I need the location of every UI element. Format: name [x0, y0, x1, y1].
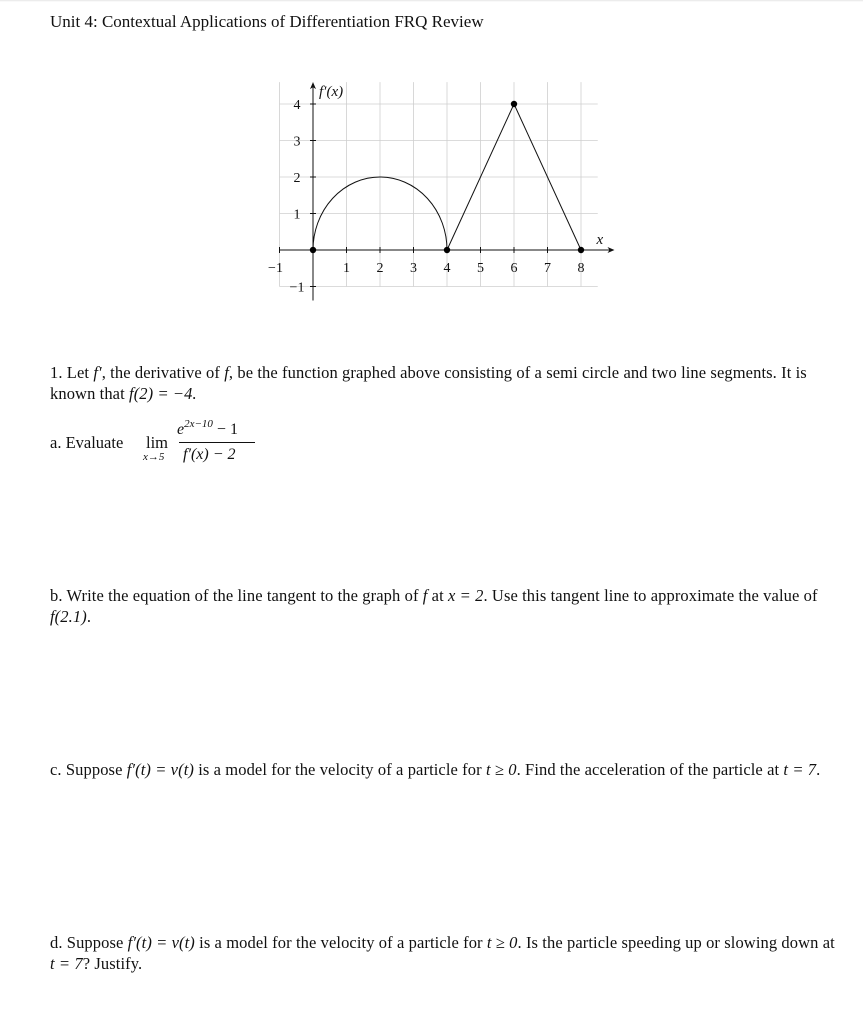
- x-tick-label: 1: [343, 261, 350, 276]
- x-tick-label: −1: [268, 261, 283, 276]
- data-point: [444, 247, 450, 253]
- derivative-graph: [255, 66, 635, 316]
- y-tick-label: 2: [293, 171, 301, 186]
- lim-word: lim: [146, 433, 169, 452]
- part-b: b. Write the equation of the line tangent to the graph of f at x = 2. Use this tangent line to approximate the value of f(2.1).: [50, 586, 818, 626]
- top-rule: [0, 0, 863, 2]
- x-tick-label: 8: [577, 261, 585, 276]
- part-c: c. Suppose f′(t) = v(t) is a model for the velocity of a particle for t ≥ 0. Find the acceleration of the particle at t = 7.: [50, 760, 821, 779]
- fraction-bar: [179, 442, 255, 443]
- part-a-label: a. Evaluate: [50, 433, 124, 452]
- x-tick-label: 6: [510, 261, 518, 276]
- x-tick-label: 3: [410, 261, 417, 276]
- data-point: [578, 247, 584, 253]
- y-tick-label: −1: [289, 280, 305, 296]
- data-point: [310, 247, 316, 253]
- part-d: d. Suppose f′(t) = v(t) is a model for the velocity of a particle for t ≥ 0. Is the particle speeding up or slowing down at t = 7? Justify.: [50, 933, 835, 973]
- x-axis-label: x: [596, 232, 604, 248]
- y-axis-label: f′(x): [319, 84, 344, 101]
- problem-intro: 1. Let f′, the derivative of f, be the function graphed above consisting of a semi circle and two line segments. It is known that f(2) = −4.: [50, 363, 807, 403]
- x-tick-label: 2: [376, 261, 384, 276]
- x-tick-label: 5: [477, 261, 484, 276]
- lim-subscript: x→5: [143, 451, 165, 463]
- x-tick-label: 4: [443, 261, 451, 276]
- y-tick-label: 1: [293, 207, 301, 223]
- data-point: [511, 101, 517, 107]
- grid: [280, 82, 598, 286]
- x-tick-label: 7: [544, 261, 551, 276]
- fraction-denominator: f′(x) − 2: [183, 446, 236, 463]
- y-tick-label: 4: [293, 98, 301, 113]
- y-tick-label: 3: [293, 134, 301, 150]
- page-title: Unit 4: Contextual Applications of Differentiation FRQ Review: [50, 12, 484, 31]
- fraction-numerator: $e^{2x-10} - 1$: [177, 418, 238, 438]
